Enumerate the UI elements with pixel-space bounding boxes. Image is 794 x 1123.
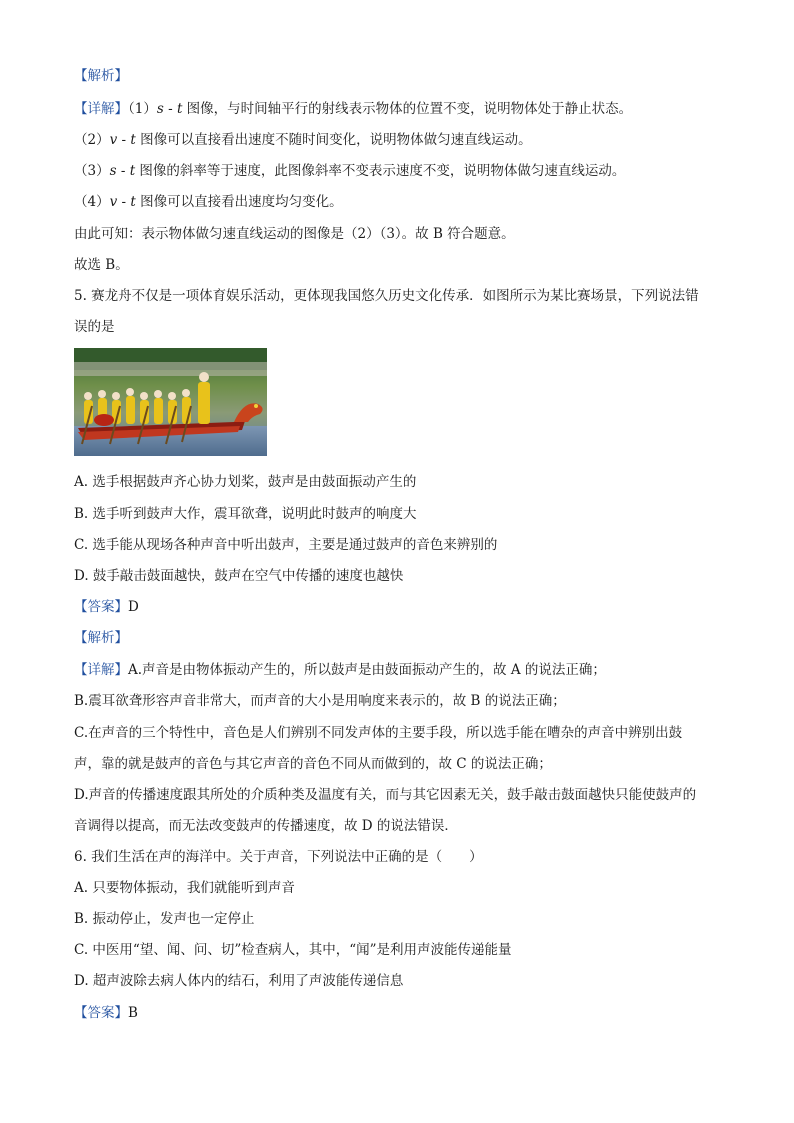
q5-explain-c2: 声，靠的就是鼓声的音色与其它声音的音色不同从而做到的，故 C 的说法正确； — [74, 756, 552, 772]
q6-answer: 【答案】B — [74, 1005, 138, 1021]
q5-explain-b: B.震耳欲聋形容声音非常大，而声音的大小是用响度来表示的，故 B 的说法正确； — [74, 693, 566, 709]
detail-item-1: 【详解】（1）s - t 图像，与时间轴平行的射线表示物体的位置不变，说明物体处于静止状态。 — [74, 101, 633, 117]
choose-text: 故选 B。 — [74, 257, 129, 273]
q5-analysis-heading: 【解析】 — [74, 630, 128, 646]
q6-option-c: C. 中医用“望、闻、问、切”检查病人，其中，“闻”是利用声波能传递能量 — [74, 942, 512, 958]
detail-item-3: （3）s - t 图像的斜率等于速度，此图像斜率不变表示速度不变，说明物体做匀速直线运动。 — [74, 163, 626, 179]
q5-option-c: C. 选手能从现场各种声音中听出鼓声，主要是通过鼓声的音色来辨别的 — [74, 537, 498, 553]
q6-option-b: B. 振动停止，发声也一定停止 — [74, 911, 255, 927]
q5-answer: 【答案】D — [74, 599, 139, 615]
q5-stem-line1: 5. 赛龙舟不仅是一项体育娱乐活动，更体现我国悠久历史文化传承．如图所示为某比赛场景，下列说法错 — [74, 288, 699, 304]
q6-option-a: A. 只要物体振动，我们就能听到声音 — [74, 880, 295, 896]
conclusion-text: 由此可知：表示物体做匀速直线运动的图像是（2）（3）。故 B 符合题意。 — [74, 226, 515, 242]
q5-explain-a: 【详解】A.声音是由物体振动产生的，所以鼓声是由鼓面振动产生的，故 A 的说法正确； — [74, 662, 606, 678]
q6-stem: 6. 我们生活在声的海洋中。关于声音，下列说法中正确的是（ ） — [74, 849, 483, 865]
detail-item-4: （4）v - t 图像可以直接看出速度均匀变化。 — [74, 194, 343, 210]
q5-explain-c1: C.在声音的三个特性中，音色是人们辨别不同发声体的主要手段，所以选手能在嘈杂的声音中辨别出鼓 — [74, 725, 683, 741]
q5-explain-d2: 音调得以提高，而无法改变鼓声的传播速度，故 D 的说法错误． — [74, 818, 458, 834]
dragon-boat-photo — [74, 348, 267, 456]
q5-option-a: A. 选手根据鼓声齐心协力划桨，鼓声是由鼓面振动产生的 — [74, 474, 417, 490]
q5-stem-line2: 误的是 — [74, 319, 115, 335]
detail-item-2: （2）v - t 图像可以直接看出速度不随时间变化，说明物体做匀速直线运动。 — [74, 132, 532, 148]
q5-option-d: D. 鼓手敲击鼓面越快，鼓声在空气中传播的速度也越快 — [74, 568, 404, 584]
q6-option-d: D. 超声波除去病人体内的结石，利用了声波能传递信息 — [74, 973, 404, 989]
q5-explain-d1: D.声音的传播速度跟其所处的介质种类及温度有关，而与其它因素无关，鼓手敲击鼓面越快只能使鼓声的 — [74, 787, 697, 803]
q5-option-b: B. 选手听到鼓声大作，震耳欲聋，说明此时鼓声的响度大 — [74, 506, 417, 522]
analysis-heading: 【解析】 — [74, 68, 128, 84]
